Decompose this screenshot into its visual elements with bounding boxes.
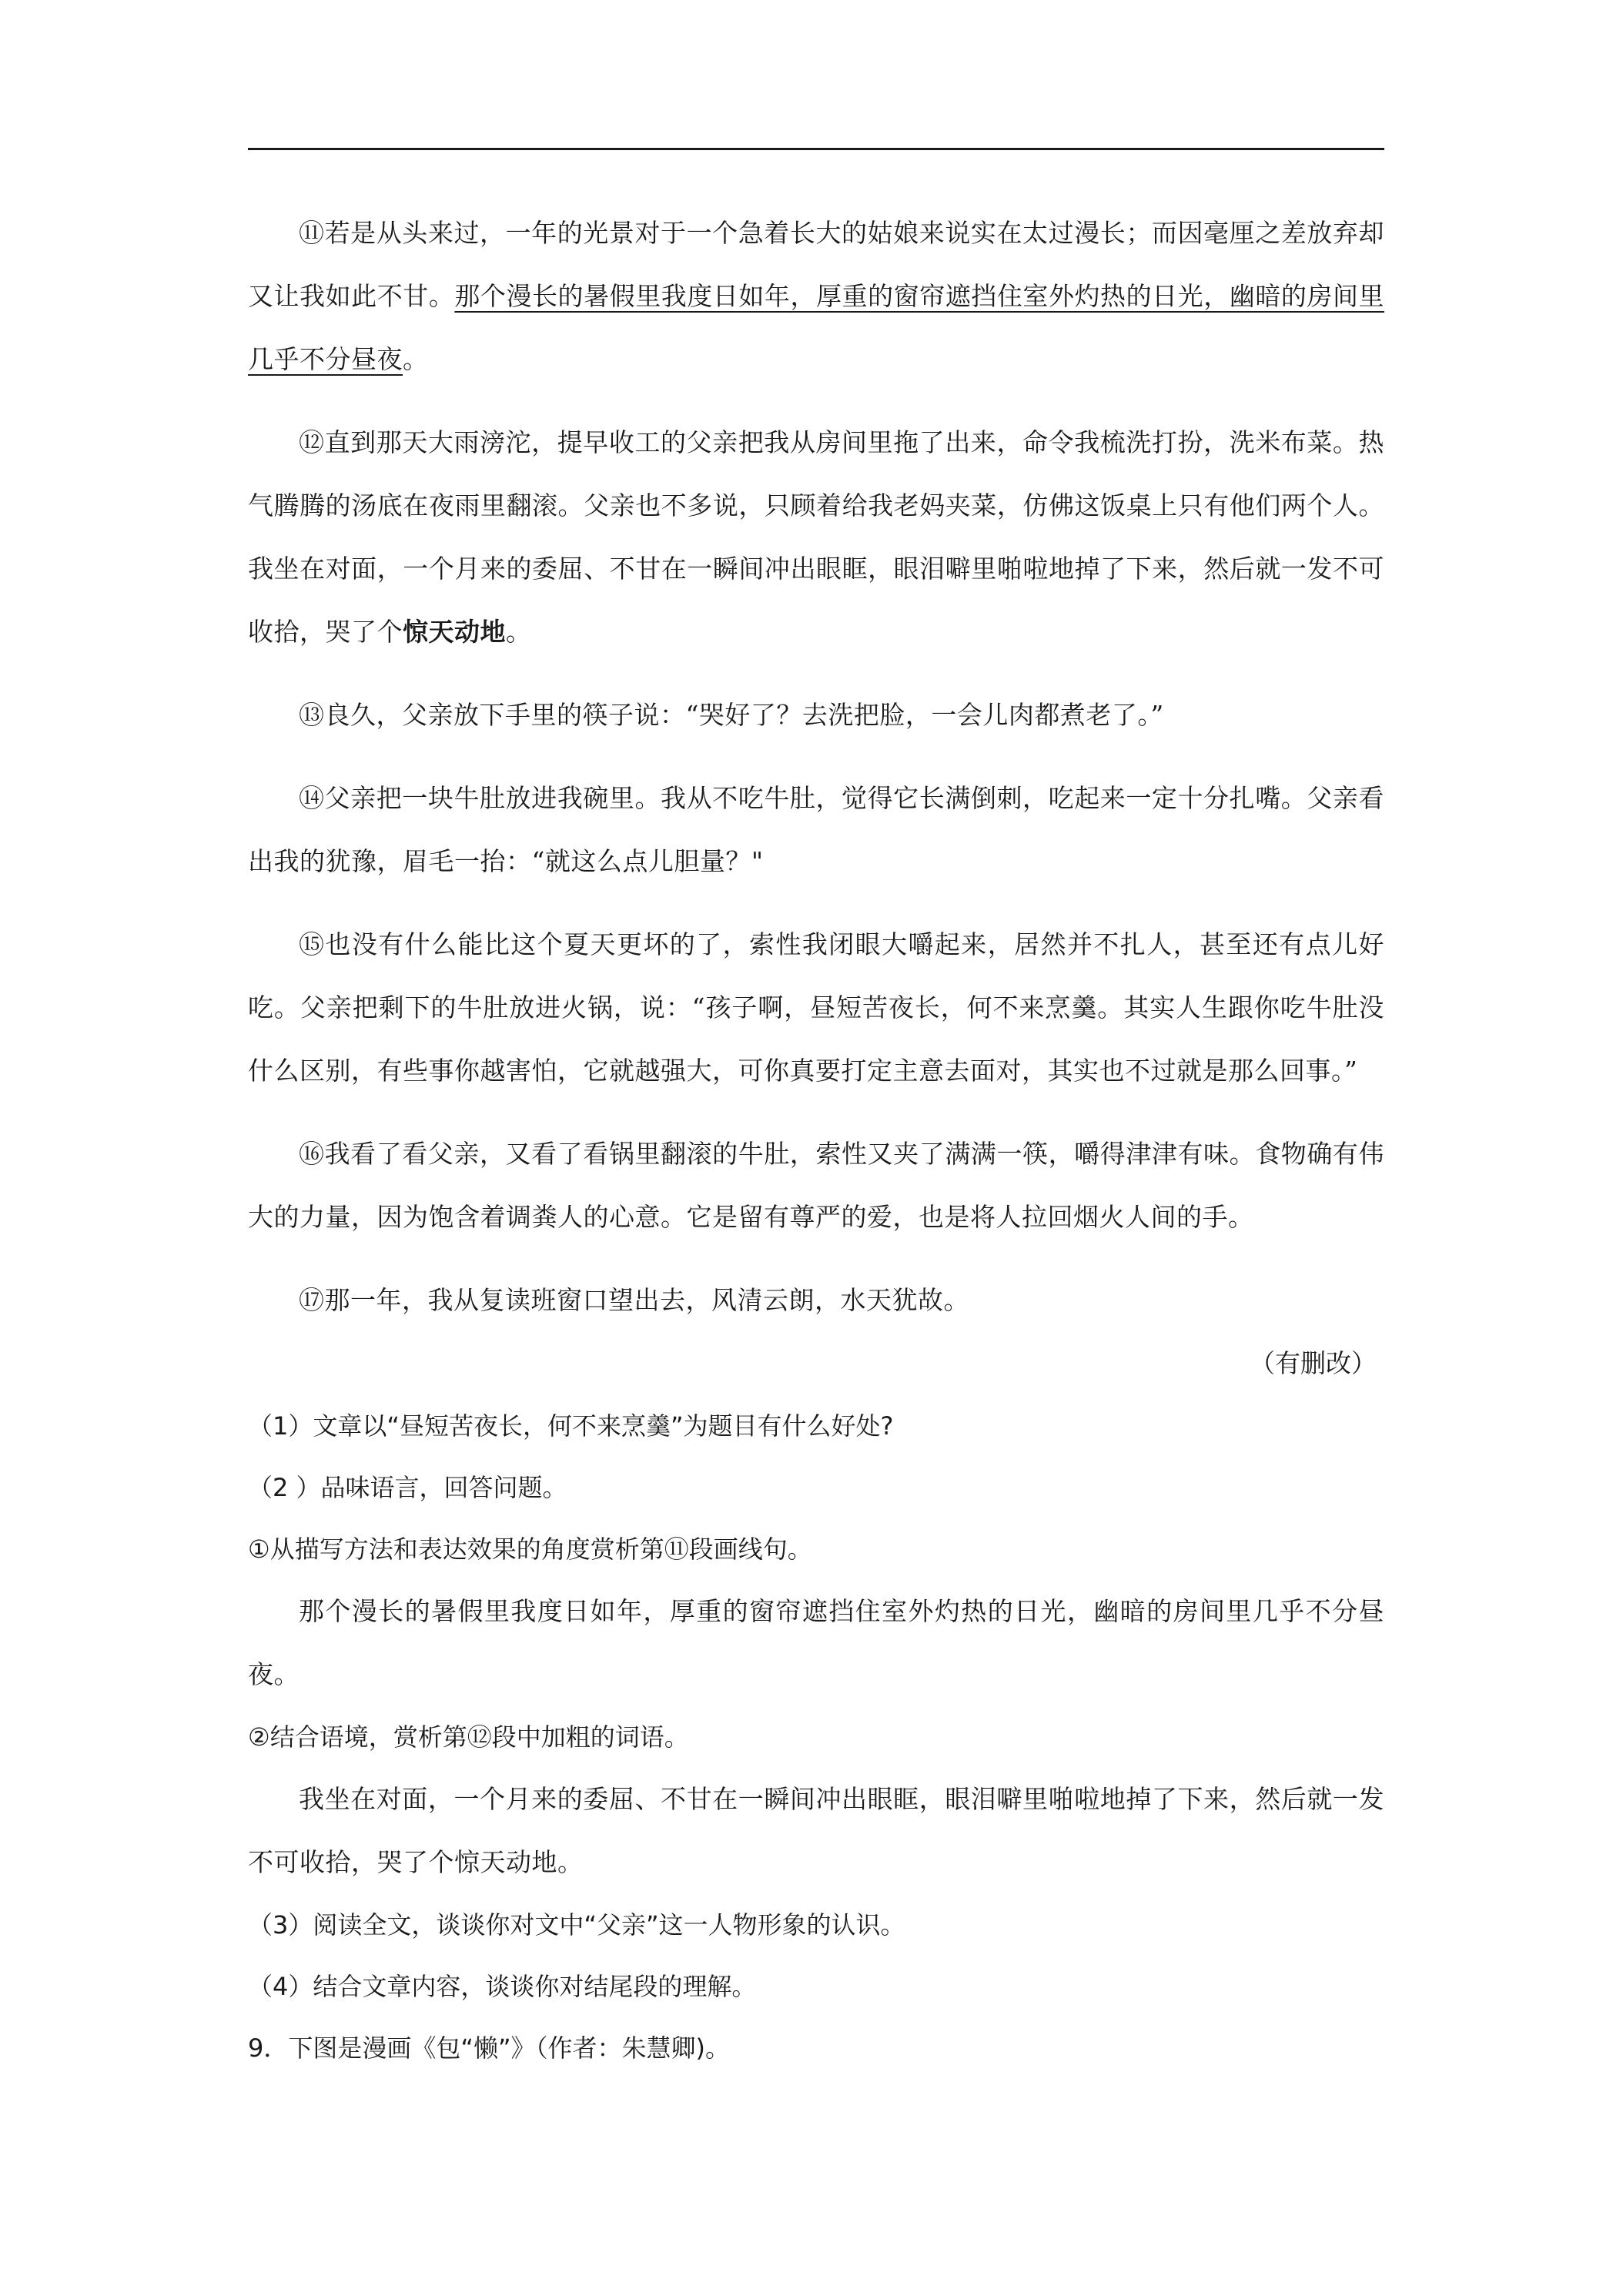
paragraph-13: ⑬良久，父亲放下手里的筷子说：“哭好了？去洗把脸，一会儿肉都煮老了。” [299,700,1164,730]
paragraph-11 [248,202,1384,391]
question-3: （3）阅读全文，谈谈你对文中“父亲”这一人物形象的认识。 [248,1910,905,1940]
paragraph-17: ⑰那一年，我从复读班窗口望出去，风清云朗，水天犹故。 [299,1285,969,1315]
paragraph-16: ⑯我看了看父亲，又看了看锅里翻滚的牛肚，索性又夹了满满一筷，嚼得津津有味。食物确有伟大的力量，因为饱含着调粪人的心意。它是留有尊严的爱，也是将人拉回烟火人间的手。 [248,1139,1384,1232]
paragraph-12 [248,411,1384,664]
question-9: 9．下图是漫画《包“懒”》（作者：朱慧卿)。 [248,2033,731,2063]
paragraph-14: ⑭父亲把一块牛肚放进我碗里。我从不吃牛肚，觉得它长满倒刺，吃起来一定十分扎嘴。父亲看出我的犹豫，眉毛一抬：“就这么点儿胆量？" [248,783,1384,876]
question-2-sub-2-quote: 我坐在对面，一个月来的委屈、不甘在一瞬间冲出眼眶，眼泪噼里啪啦地掉了下来，然后就一发不可收拾，哭了个惊天动地。 [248,1784,1384,1877]
paragraph-12-bold-phrase: 惊天动地 [403,617,506,647]
question-2-sub-2: ②结合语境，赏析第⑫段中加粗的词语。 [248,1722,689,1752]
question-2-sub-1: ①从描写方法和表达效果的角度赏析第⑪段画线句。 [248,1535,812,1564]
paragraph-12-lead: ⑫直到那天大雨滂沱，提早收工的父亲把我从房间里拖了出来，命令我梳洗打扮，洗米布菜。热气腾腾的汤底在夜雨里翻滚。父亲也不多说，只顾着给我老妈夹菜，仿佛这饭桌上只有他们两个人。我坐在对面，一个月来的委屈、不甘在一瞬间冲出眼眶，眼泪噼里啪啦地掉了下来，然后就一发不可收拾，哭了个 [248,427,1384,647]
paragraph-11-lead: ⑪若是从头来过，一年的光景对于一个急着长大的姑娘来说实在太过漫长；而因毫厘之差放弃却又让我如此不甘。 [248,218,1384,311]
paragraph-12-tail: 。 [506,617,532,647]
header-rule [248,148,1384,150]
question-2-sub-1-quote: 那个漫长的暑假里我度日如年，厚重的窗帘遮挡住室外灼热的日光，幽暗的房间里几乎不分昼夜。 [248,1596,1384,1689]
question-1: （1）文章以“昼短苦夜长，何不来烹羹”为题目有什么好处? [248,1411,894,1441]
document-body [248,202,1384,2079]
paragraph-11-underlined-sentence: 那个漫长的暑假里我度日如年，厚重的窗帘遮挡住室外灼热的日光，幽暗的房间里几乎不分昼夜 [248,281,1385,374]
paragraph-15: ⑮也没有什么能比这个夏天更坏的了，索性我闭眼大嚼起来，居然并不扎人，甚至还有点儿好吃。父亲把剩下的牛肚放进火锅，说：“孩子啊，昼短苦夜长，何不来烹羹。其实人生跟你吃牛肚没什么区别，有些事你越害怕，它就越强大，可你真要打定主意去面对，其实也不过就是那么回事。” [248,929,1384,1086]
edit-note: （有删改） [1250,1348,1377,1378]
paragraph-11-tail: 。 [403,344,429,374]
question-2: （2 ）品味语言，回答问题。 [248,1473,567,1502]
question-4: （4）结合文章内容，谈谈你对结尾段的理解。 [248,1972,757,2001]
